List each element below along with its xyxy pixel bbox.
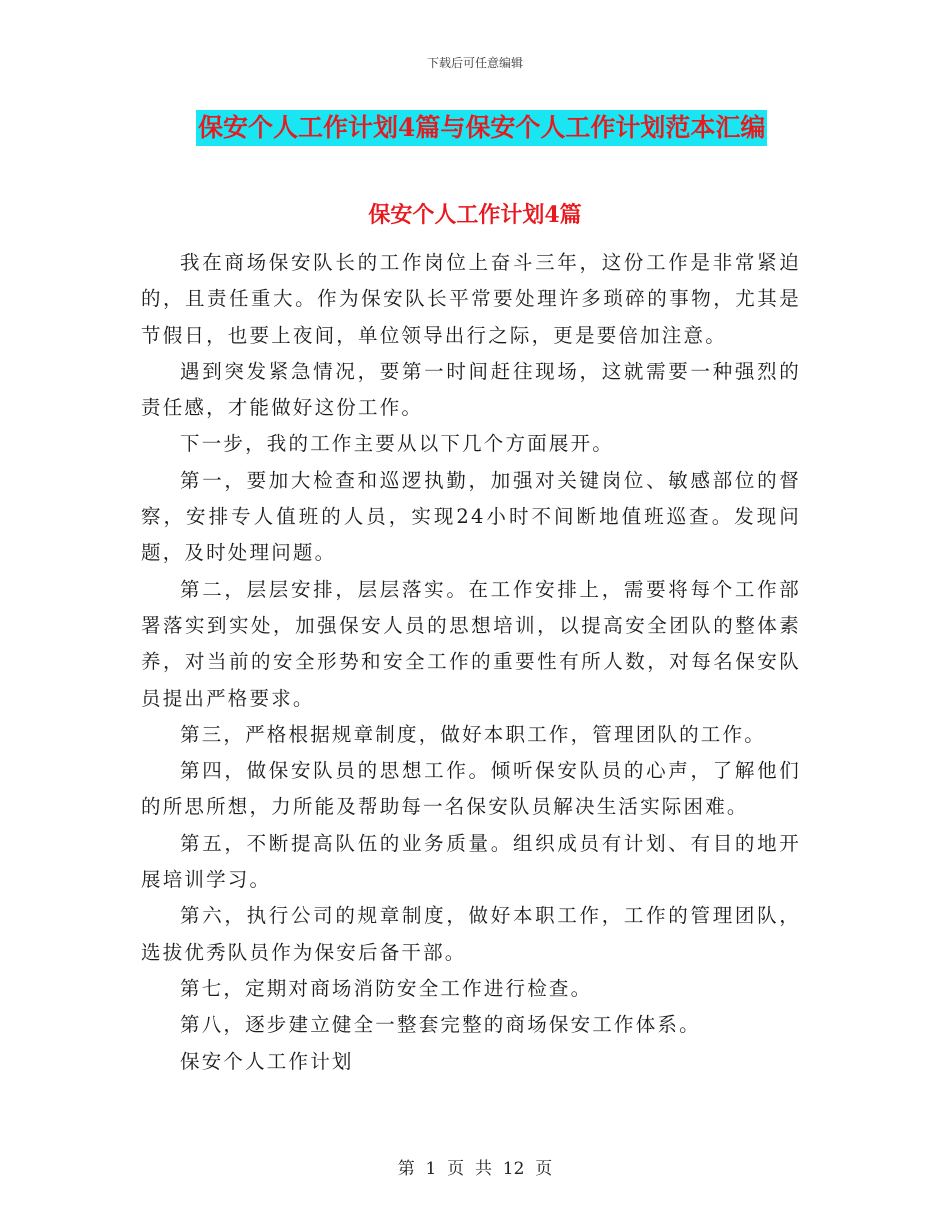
paragraph: 第三，严格根据规章制度，做好本职工作，管理团队的工作。	[180, 722, 766, 746]
document-body	[141, 245, 801, 1080]
header-note: 下载后可任意编辑	[426, 56, 523, 70]
paragraph: 第五，不断提高队伍的业务质量。组织成员有计划、有目的地开展培训学习。	[141, 831, 801, 892]
paragraph: 第八，逐步建立健全一整套完整的商场保安工作体系。	[180, 1013, 701, 1037]
paragraph: 第一，要加大检查和巡逻执勤，加强对关键岗位、敏感部位的督察，安排专人值班的人员，实现24小时不间断地值班巡查。发现问题，及时处理问题。	[141, 468, 801, 565]
paragraph: 第二，层层安排，层层落实。在工作安排上，需要将每个工作部署落实到实处，加强保安人员的思想培训，以提高安全团队的整体素养，对当前的安全形势和安全工作的重要性有所人数，对每名保安队员提出严格要求。	[141, 577, 801, 710]
paragraph: 第六，执行公司的规章制度，做好本职工作，工作的管理团队，选拔优秀队员作为保安后备干部。	[141, 904, 801, 964]
document-title: 保安个人工作计划4篇与保安个人工作计划范本汇编	[196, 110, 767, 146]
paragraph: 我在商场保安队长的工作岗位上奋斗三年，这份工作是非常紧迫的，且责任重大。作为保安队长平常要处理许多琐碎的事物，尤其是节假日，也要上夜间，单位领导出行之际，更是要倍加注意。	[141, 251, 801, 347]
paragraph: 第四，做保安队员的思想工作。倾听保安队员的心声，了解他们的所思所想，力所能及帮助每一名保安队员解决生活实际困难。	[141, 759, 801, 819]
paragraph: 保安个人工作计划	[180, 1049, 354, 1073]
paragraph: 遇到突发紧急情况，要第一时间赶往现场，这就需要一种强烈的责任感，才能做好这份工作。	[141, 359, 801, 420]
paragraph: 第七，定期对商场消防安全工作进行检查。	[180, 976, 593, 1000]
document-subtitle: 保安个人工作计划4篇	[368, 202, 582, 228]
page-number-footer: 第 1 页 共 12 页	[397, 1159, 553, 1179]
paragraph: 下一步，我的工作主要从以下几个方面展开。	[180, 432, 615, 456]
